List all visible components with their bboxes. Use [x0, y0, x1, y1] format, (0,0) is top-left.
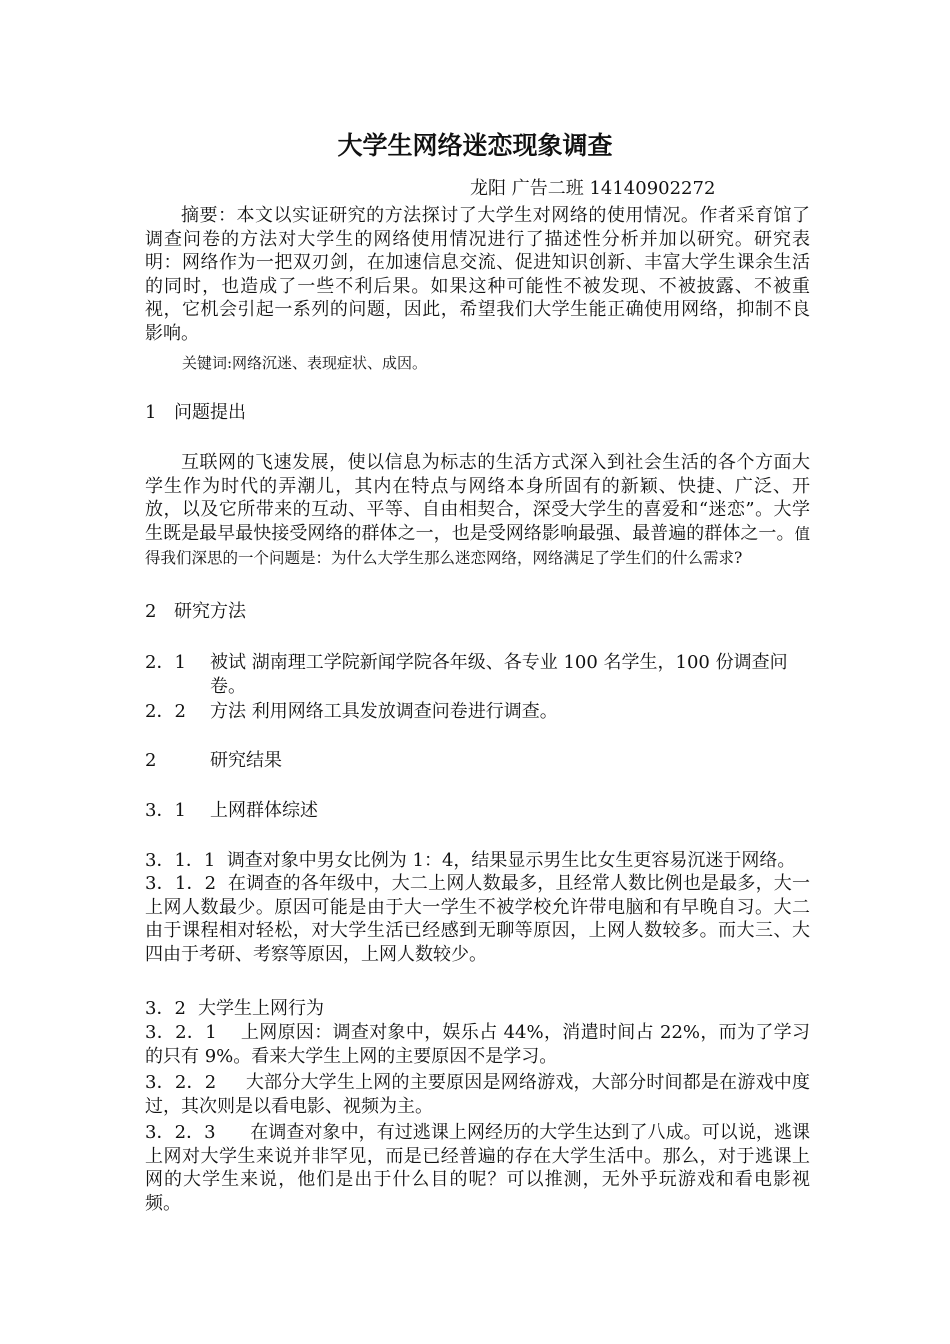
- paragraph-3-2-3: [145, 1121, 810, 1215]
- paragraph-3-2-2-number: 3．2．2: [145, 1072, 217, 1093]
- paragraph-3-2-1-number: 3．2．1: [145, 1022, 217, 1043]
- section-3-title: 研究结果: [210, 750, 282, 771]
- paragraph-3-2-1-text: 上网原因：调查对象中，娱乐占 44%，消遣时间占 22%，而为了学习的只有 9%。看来大学生上网的主要原因不是学习。: [145, 1022, 810, 1067]
- section-3-number: 2: [145, 750, 157, 771]
- intro-text-b: 值得我们深思的一个问题是：为什么大学生那么迷恋网络，网络满足了学生们的什么需求?: [145, 524, 810, 567]
- method-2-1-number: 2．1: [145, 652, 186, 673]
- section-1-number: 1: [145, 402, 157, 423]
- paragraph-3-2-1: [145, 1021, 810, 1068]
- document-title: 大学生网络迷恋现象调查: [337, 131, 613, 160]
- paragraph-3-1-2-text: 在调查的各年级中，大二上网人数最多，且经常人数比例也是最多，大一上网人数最少。原因可能是由于大一学生不被学校允许带电脑和有早晚自习。大二由于课程相对轻松，对大学生活已经感到无聊等原因，上网人数较多。而大三、大四由于考研、考察等原因，上网人数较少。: [145, 873, 811, 965]
- abstract-paragraph: 摘要：本文以实证研究的方法探讨了大学生对网络的使用情况。作者采育馆了调查问卷的方法对大学生的网络使用情况进行了描述性分析并加以研究。研究表明：网络作为一把双刃剑，在加速信息交流、促进知识创新、丰富大学生课余生活的同时，也造成了一些不利后果。如果这种可能性不被发现、不被披露、不被重视，它机会引起一系列的问题，因此，希望我们大学生能正确使用网络，抑制不良影响。: [145, 205, 810, 344]
- method-2-2-number: 2．2: [145, 701, 186, 722]
- paragraph-3-2-3-number: 3．2．3: [145, 1122, 216, 1143]
- section-2-number: 2: [145, 601, 157, 622]
- method-2-1-text: 被试 湖南理工学院新闻学院各年级、各专业 100 名学生，100 份调查问卷。: [210, 652, 788, 697]
- paragraph-3-1-1: [145, 849, 810, 873]
- section-1-title: 问题提出: [174, 402, 246, 423]
- subsection-3-1-title: 上网群体综述: [210, 800, 318, 821]
- paragraph-3-1-1-text: 调查对象中男女比例为 1：4，结果显示男生比女生更容易沉迷于网络。: [226, 850, 796, 871]
- subsection-3-2-title: 大学生上网行为: [198, 998, 324, 1019]
- intro-paragraph: [145, 451, 810, 571]
- intro-text-a: 互联网的飞速发展，使以信息为标志的生活方式深入到社会生活的各个方面大学生作为时代的弄潮儿，其内在特点与网络本身所固有的新颖、快捷、广泛、开放，以及它所带来的互动、平等、自由相契合，深受大学生的喜爱和“迷恋”。大学生既是最早最快接受网络的群体之一，也是受网络影响最强、最普遍的群体之一。: [145, 452, 810, 544]
- paragraph-3-2-2-text: 大部分大学生上网的主要原因是网络游戏，大部分时间都是在游戏中度过，其次则是以看电影、视频为主。: [145, 1072, 811, 1117]
- section-2-title: 研究方法: [174, 601, 246, 622]
- author-line: 龙阳 广告二班 14140902272: [470, 178, 716, 199]
- paragraph-3-2-2: [145, 1071, 810, 1118]
- paragraph-3-1-1-number: 3．1．1: [145, 850, 216, 871]
- subsection-3-1-number: 3．1: [145, 800, 186, 821]
- paragraph-3-1-2: [145, 872, 810, 966]
- paragraph-3-2-3-text: 在调查对象中，有过逃课上网经历的大学生达到了八成。可以说，逃课上网对大学生来说并非罕见，而是已经普遍的存在大学生活中。那么，对于逃课上网的大学生来说，他们是出于什么目的呢？可以推测，无外乎玩游戏和看电影视频。: [145, 1122, 811, 1214]
- keywords-line: 关键词:网络沉迷、表现症状、成因。: [182, 354, 428, 372]
- method-2-2-text: 方法 利用网络工具发放调查问卷进行调查。: [210, 701, 558, 722]
- subsection-3-2-number: 3．2: [145, 998, 186, 1019]
- paragraph-3-1-2-number: 3．1．2: [145, 873, 217, 894]
